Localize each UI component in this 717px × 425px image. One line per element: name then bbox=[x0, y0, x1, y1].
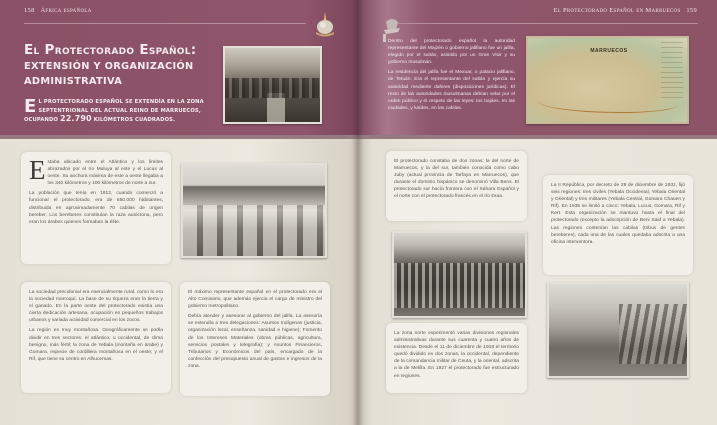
paragraph: La residencia del jalifa fue el Mexuar, o palacio jalifiano, de Tetuán. Era el representante del sultán y ejercía su autoridad mediante dahires (disposiciones jurídicas). El resto de las autoridades musulmanas debían velar por el orden público y el respeto de las leyes: los bajáes, en las ciudades, y kaídes, en las cabilas. bbox=[388, 70, 515, 111]
header-rule bbox=[24, 23, 306, 24]
jalifa-text bbox=[388, 38, 515, 115]
paragraph: Dentro del protectorado español la autoridad representante del Majzén o gobierno jalifiano fue un jalifa, elegido por el sultán, asistido por un Gran Visir y su gobierno musulmán. bbox=[388, 39, 515, 66]
lead-drop-cap: E bbox=[24, 96, 37, 117]
lead-text-end: KILÓMETROS CUADRADOS. bbox=[91, 117, 176, 123]
page-title bbox=[24, 42, 220, 89]
map-legend bbox=[661, 42, 683, 102]
paragraph: El máximo representante español en el protectorado era el Alto Comisario, que además ejercía el cargo de ministro del gobierno metropolitano. bbox=[188, 290, 322, 310]
photo-crowd-trees bbox=[392, 231, 527, 318]
paragraph: Debía atender y asesorar al gobierno del jalifa. La asesoría se extendía a tres delegaciones: Asuntos Indígenas (justicia, organización local, enseñanza, sanidad e higiene); Fomento de los Intereses Materiales (obras públicas, agricultura, servicios postales y telegrafía); y Asuntos Financieros, Tributarios y Económicos del país, encargado de la confección del presupuesto anual de gastos e ingresos de la zona. bbox=[188, 314, 322, 369]
text-box-zones bbox=[386, 151, 527, 221]
paragraph: La población que tenía en 1912, cuando comenzó a funcionar el protectorado, era de 650.000 habitantes, distribuida en aproximadamente 70 cabilas de origen bereber. Los bereberes constituían la raza autóctona, pero eran los árabes quienes formaban la élite. bbox=[29, 191, 163, 225]
photo-map-marruecos bbox=[526, 36, 689, 124]
right-running-head bbox=[553, 7, 697, 14]
lead-text: L PROTECTORADO ESPAÑOL SE EXTENDÍA EN LA ZONA SEPTENTRIONAL DEL ACTUAL REINO DE MARRUECOS, OCUPANDO bbox=[24, 99, 204, 123]
text-box-republic bbox=[543, 175, 693, 275]
title-line-2: EXTENSIÓN Y ORGANIZACIÓN bbox=[24, 61, 194, 72]
text-box-alto-comisario bbox=[180, 282, 330, 396]
area-figure: 22.790 bbox=[59, 114, 92, 123]
header-rule bbox=[398, 23, 698, 24]
section-name: El Protectorado Español en Marruecos bbox=[553, 7, 681, 14]
photo-plaza bbox=[547, 282, 689, 378]
photo-procession bbox=[223, 46, 322, 124]
text-box-divisions bbox=[386, 323, 527, 393]
paragraph: La sociedad precolonial era esencialmente rural, como lo era la sociedad marroquí. La base de su riqueza eran la tierra y el ganado. En la parte oeste del protectorado existía una cierta dedicación artesana, ocupación en pequeños trabajos urbanos y variada actividad comercial en los zocos. bbox=[29, 290, 163, 324]
lead-paragraph bbox=[24, 98, 220, 125]
text-box-society bbox=[21, 282, 171, 393]
page-number: 159 bbox=[686, 7, 697, 14]
left-running-head bbox=[24, 7, 92, 14]
helmet-ornament-icon bbox=[313, 10, 337, 38]
paragraph: La II República, por decreto de 29 de diciembre de 1931, fijó seis regiones: tres civiles (Yebala Occidental, Yebala Oriental y Oriental) y tres militares (Yebala Central, Gomara Chauen y Rif). En 1935 se limitó a cinco: Yebala, Lucus, Gomara, Rif y Kert. Esta organización se mantuvo hasta el final del protectorado (excepto la adscripción de Beni Said a Yebala). Las regiones contenían las cabilas (tribus de gentes bereberes), cada una de las cuales quedaba adscrita a una oficina interventora. bbox=[551, 183, 685, 245]
map-title: MARRUECOS bbox=[590, 48, 628, 54]
photo-city-view bbox=[181, 163, 327, 258]
drop-cap: E bbox=[29, 155, 46, 185]
title-line-1: El Protectorado Español: bbox=[24, 42, 197, 58]
text-box-location bbox=[21, 152, 171, 264]
paragraph: staba ubicado entre el Atlántico y los límites abrazados por el río Muluya al este y el Lucus al oeste. Su anchura máxima de este a oeste llegaba a los 340 kilómetros y 100 kilómetros de norte a sur. bbox=[47, 160, 163, 187]
paragraph: El protectorado constaba de dos zonas: la del norte de Marruecos, y la del sur, también conocida como cabo Juby (actual provincia de Tarfaya en Marruecos), que durante el dominio hispánico se denominó Villa Bens. El protectorado sur hacía frontera con el Sáhara Español y el norte con el protectorado francés en el río Draa. bbox=[394, 159, 519, 200]
title-line-3: ADMINISTRATIVA bbox=[24, 76, 123, 87]
map-border-line bbox=[538, 93, 678, 113]
book-gutter bbox=[352, 0, 364, 425]
page-number: 158 bbox=[24, 7, 35, 14]
paragraph: La zona norte experimentó varias divisiones regionales administrativas durante sus cuarenta y cuatro años de existencia. Desde el 11 de diciembre de 1918 el territorio quedó dividido en dos zonas, la occidental, dependiente de la comandancia militar de Ceuta, y la oriental, adscrita a la de Melilla. En 1927 el protectorado fue estructurado en regiones. bbox=[394, 331, 519, 379]
paragraph: La región es muy montañosa. Geográficamente se podía dividir en tres sectores: el atlántico, u occidental, de clima benigno, más fértil; la zona de Yebala (montaña en árabe) y Gomara, especie de cordillera montañosa en el oeste; y el Rif, que tiene su centro en Alhucemas. bbox=[29, 328, 163, 362]
section-name: África española bbox=[40, 7, 92, 14]
